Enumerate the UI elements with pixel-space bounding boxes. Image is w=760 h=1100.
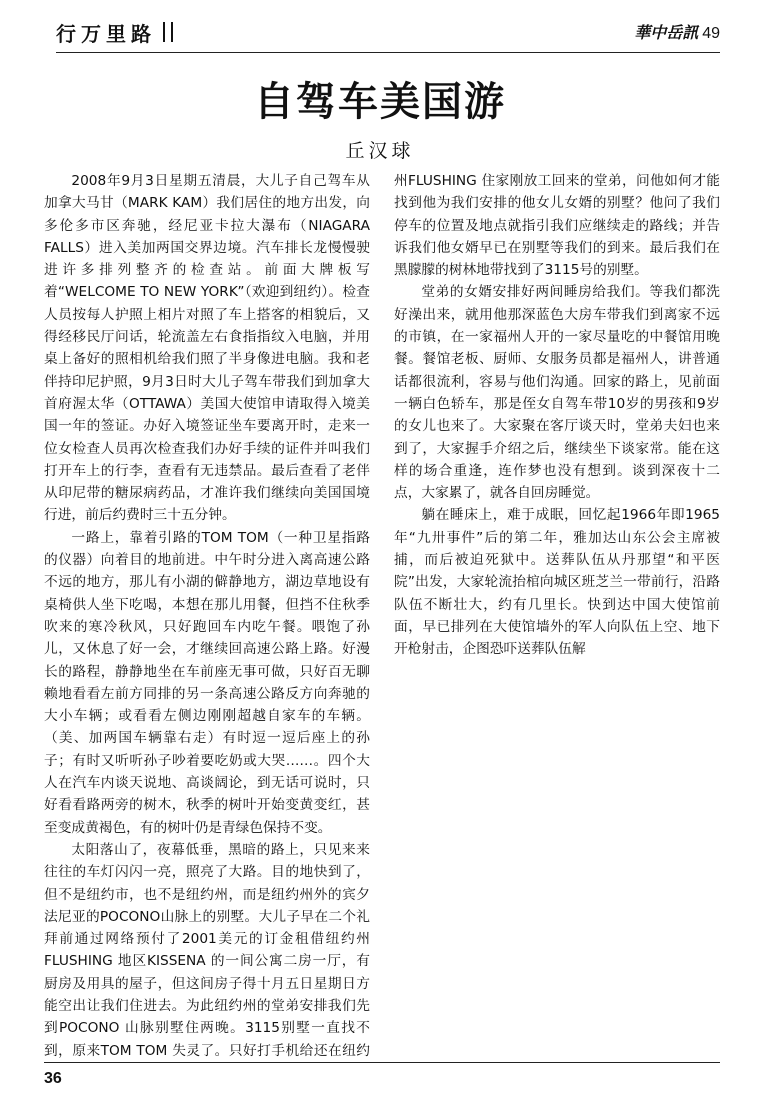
- magazine-brand: [634, 20, 720, 43]
- magazine-logo: 華中岳訊: [634, 23, 699, 42]
- article-paragraph: 2008年9月3日星期五清晨，大儿子自己驾车从加拿大马甘（MARK KAM）我们居住的地方出发，向多伦多市区奔驰，经尼亚卡拉大瀑布（NIAGARA FALLS）进入美加两国交界边境。汽车排长龙慢慢驶进许多排列整齐的检查站。前面大牌板写着“WELCOME TO NEW YORK”（欢迎到纽约）。检查人员按每人护照上相片对照了车上搭客的相貌后，又得经移民厅问话，轮流盖左右食指指纹入电脑，并用桌上备好的照相机给我们照了半身像进电脑。我和老伴持印尼护照，9月3日时大儿子驾车带我们到加拿大首府渥太华（OTTAWA）美国大使馆申请取得入境美国一年的签证。办好入境签证坐车要离开时，走来一位女检查人员再次检查我们办好手续的证件并叫我们打开车上的行李，查看有无违禁品。最后查看了老伴从印尼带的糖尿病药品，才准许我们继续向美国国境行进，前后约费时三十五分钟。: [44, 173, 370, 524]
- article-paragraph: 太阳落山了，夜幕低垂，黑暗的路上，只见来来往往的车灯闪闪一亮，照亮了大路。目的地快到了，但不是纽约市，也不是纽约州，而是纽约州外的宾夕法尼亚的POCONO山脉上的别墅。大儿子早在二个礼拜前通过网络预付了2001美元的订金租借纽约州FLUSHING 地区KISSENA 的一间公寓二房一厅，有厨房及用具的屋子，但这间房子得十月五日星期日方能空出让我们住进去。为此纽约州的堂弟安排我们先到POCONO 山脉别墅住两晚。3115别墅一直找不到，原来TOM TOM 失灵了。只好打手机给还在纽约州FLUSHING 住家刚放工回来的堂弟，问他如何才能找到他为我们安排的他女儿女婿的别墅？他问了我们停车的位置及地点就指引我们应继续走的路线；并告诉我们他女婿早已在别墅等我们的到来。最后我们在黑朦朦的树林地带找到了3115号的别墅。: [44, 173, 720, 1059]
- article-paragraph: 躺在睡床上，难于成眠，回忆起1966年即1965年“九卅事件”后的第二年，雅加达山东公会主席被捕，而后被迫死狱中。送葬队伍从丹那望“和平医院”出发，大家轮流抬棺向城区班芝兰一带前行，沿路队伍不断壮大，约有几里长。快到达中国大使馆前面，早已排列在大使馆墙外的军人向队伍上空、地下开枪射击，企图恐吓送葬队伍解: [394, 507, 720, 658]
- page-number: 36: [44, 1070, 62, 1087]
- section-title: 行万里路: [56, 22, 156, 46]
- article-paragraph: 堂弟的女婿安排好两间睡房给我们。等我们都洗好澡出来，就用他那深蓝色大房车带我们到离家不远的市镇，在一家福州人开的一家尽量吃的中餐馆用晚餐。餐馆老板、厨师、女服务员都是福州人，讲普通话都很流利，容易与他们沟通。回家的路上，见前面一辆白色轿车，那是侄女自驾车带10岁的男孩和9岁的女儿也来了。大家聚在客厅谈天时，堂弟夫妇也来到了，大家握手介绍之后，继续坐下谈家常。能在这样的场合重逢，连作梦也没有想到。谈到深夜十二点，大家累了，就各自回房睡觉。: [394, 284, 720, 502]
- page-header: [56, 18, 720, 52]
- article-body: [44, 170, 720, 1068]
- article-paragraph: 一路上，靠着引路的TOM TOM（一种卫星指路的仪器）向着目的地前进。中午时分进入离高速公路不远的地方，那儿有小湖的僻静地方，湖边草地设有桌椅供人坐下吃喝，本想在那儿用餐，但挡不住秋季吹来的寒冷秋风，只好跑回车内吃午餐。喂饱了孙儿，又休息了好一会，才继续回高速公路上路。好漫长的路程，静静地坐在车前座无事可做，只好百无聊赖地看看左前方同排的另一条高速公路反方向奔驰的大小车辆；或看看左侧边刚刚超越自家车的车辆。（美、加两国车辆靠右走）有时逗一逗后座上的孙子；有时又听听孙子吵着要吃奶或大哭……。四个大人在汽车内谈天说地、高谈阔论，到无话可说时，只好看看路两旁的树木，秋季的树叶开始变黄变红，甚至变成黄褐色，有的树叶仍是青绿色保持不变。: [44, 529, 370, 836]
- article-title: 自驾车美国游: [254, 79, 506, 125]
- header-divider: [56, 52, 720, 53]
- magazine-page-number: 49: [702, 25, 720, 42]
- footer-divider: [44, 1062, 720, 1063]
- article-author: 丘汉球: [345, 140, 415, 162]
- section-title-bars-ornament: [163, 22, 173, 42]
